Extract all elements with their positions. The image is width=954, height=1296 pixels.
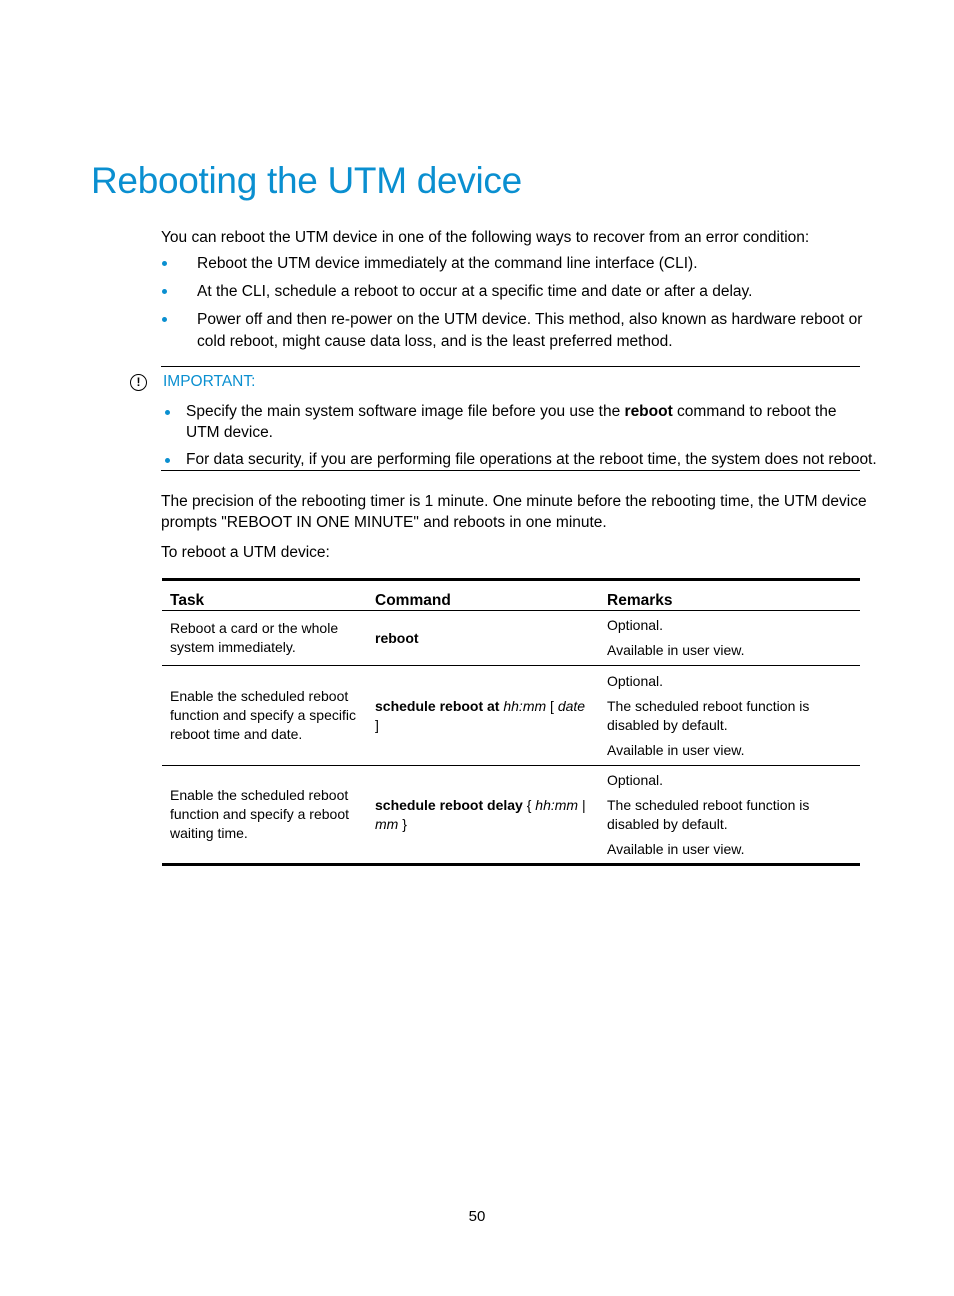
table-header-row — [162, 580, 860, 611]
command-cell: reboot — [367, 611, 599, 666]
bullet-icon — [165, 458, 170, 463]
bullet-icon — [162, 317, 167, 322]
important-top-rule — [161, 366, 860, 367]
exclamation-circle-icon: ! — [130, 374, 147, 391]
bullet-icon — [162, 289, 167, 294]
precision-paragraph: The precision of the rebooting timer is 1 minute. One minute before the rebooting time, the UTM device prompts "REBOOT IN ONE MINUTE" and reboots in one minute. — [161, 493, 867, 531]
command-cell: schedule reboot delay { hh:mm | mm } — [367, 766, 599, 865]
command-keyword: reboot — [624, 403, 673, 420]
column-header-command: Command — [367, 580, 599, 611]
bullet-icon — [162, 261, 167, 266]
page-number: 50 — [468, 1208, 486, 1225]
command-cell: schedule reboot at hh:mm [ date ] — [367, 666, 599, 766]
task-cell: Enable the scheduled reboot function and specify a specific reboot time and date. — [162, 666, 367, 766]
bullet-icon — [165, 410, 170, 415]
reboot-commands-table — [162, 578, 860, 866]
page-title: Rebooting the UTM device — [91, 160, 522, 201]
important-bottom-rule — [161, 470, 860, 471]
procedure-intro: To reboot a UTM device: — [161, 544, 330, 561]
column-header-remarks: Remarks — [599, 580, 860, 611]
important-label: IMPORTANT: — [163, 373, 256, 390]
remarks-cell: Optional. Available in user view. — [599, 611, 860, 666]
intro-paragraph: You can reboot the UTM device in one of the following ways to recover from an error condition: — [161, 229, 810, 246]
remarks-cell: Optional. The scheduled reboot function is disabled by default. Available in user view. — [599, 666, 860, 766]
remarks-cell: Optional. The scheduled reboot function is disabled by default. Available in user view. — [599, 766, 860, 865]
table-row — [162, 611, 860, 666]
task-cell: Reboot a card or the whole system immediately. — [162, 611, 367, 666]
column-header-task: Task — [162, 580, 367, 611]
task-cell: Enable the scheduled reboot function and specify a reboot waiting time. — [162, 766, 367, 865]
table-row — [162, 766, 860, 865]
table-row — [162, 666, 860, 766]
